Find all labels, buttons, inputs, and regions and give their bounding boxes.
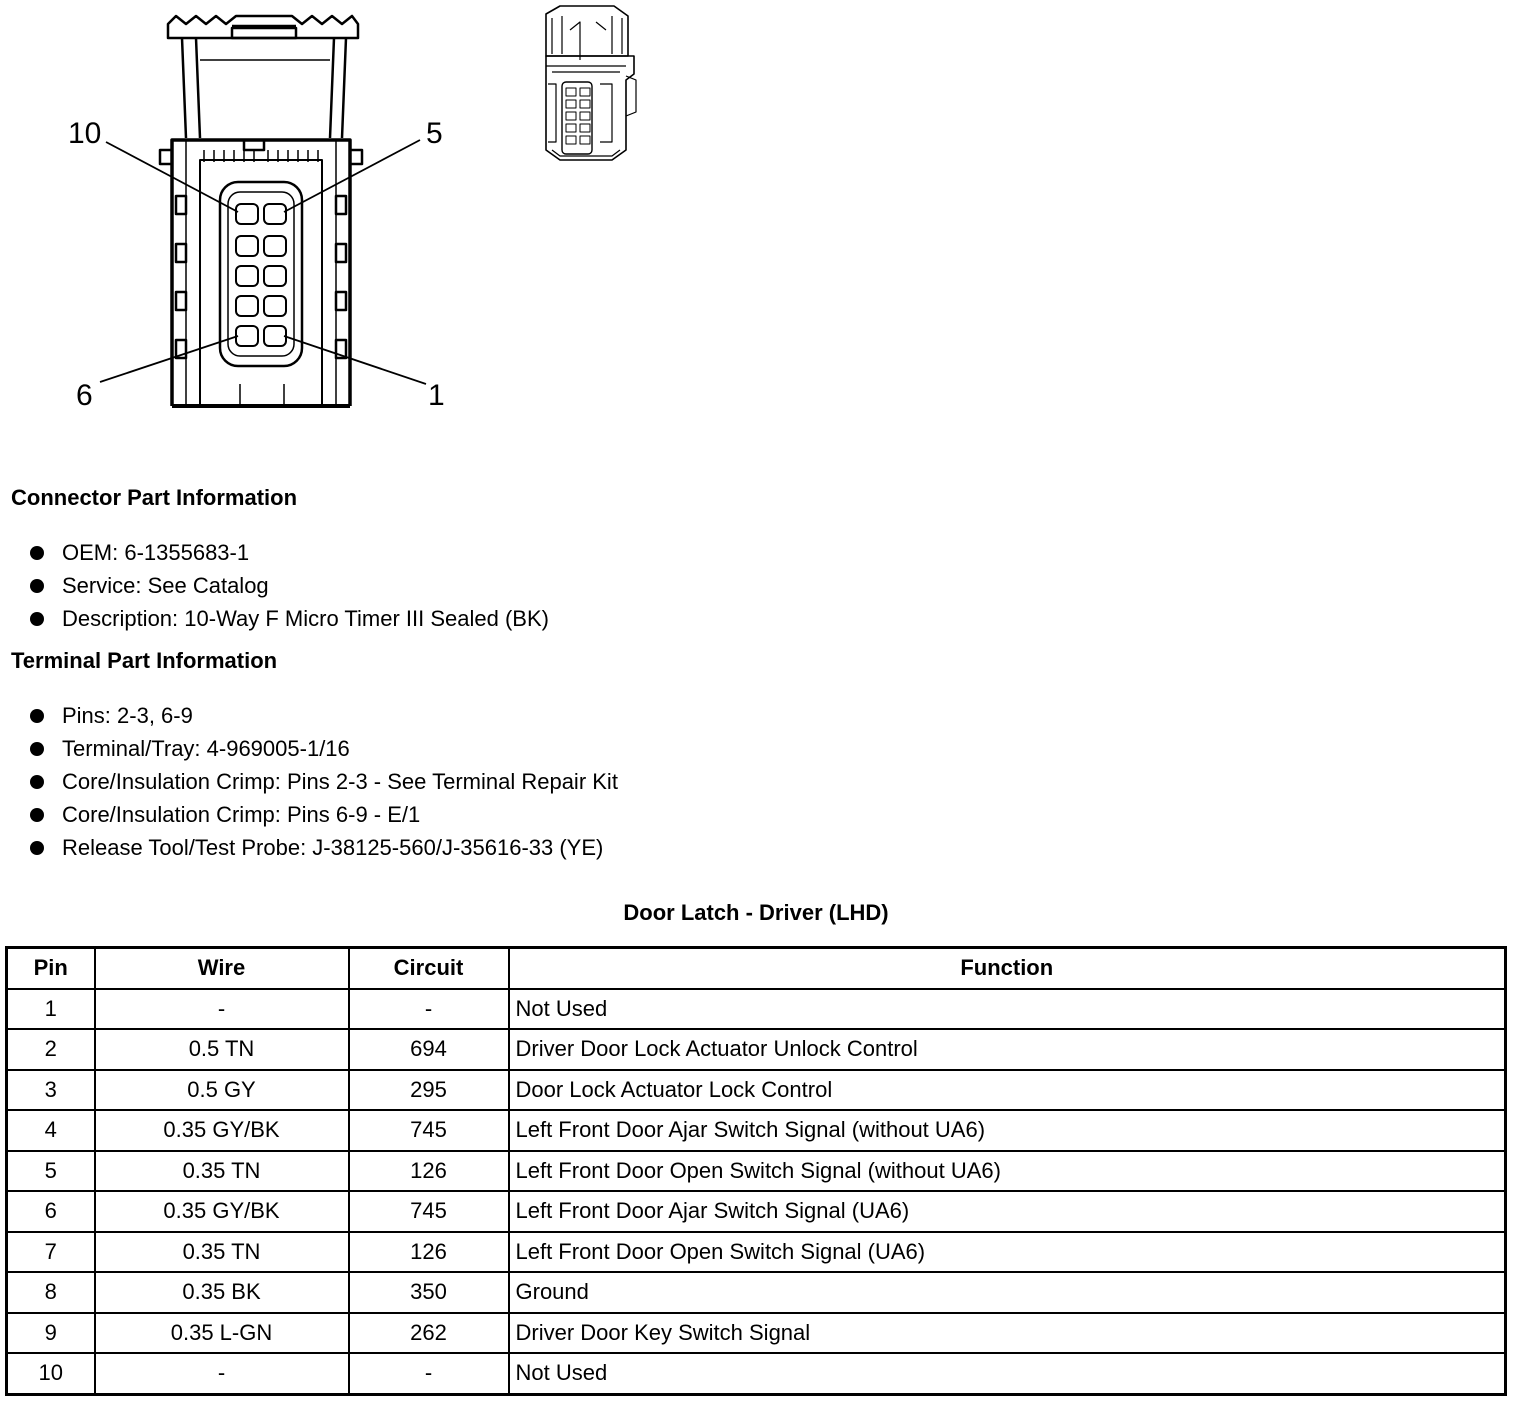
- cell-function: Left Front Door Ajar Switch Signal (UA6): [509, 1191, 1506, 1232]
- cavity-4: [264, 236, 286, 256]
- cell-circuit: 694: [349, 1029, 509, 1070]
- cell-wire: -: [95, 989, 349, 1030]
- list-item: [30, 699, 618, 732]
- cell-function: Door Lock Actuator Lock Control: [509, 1070, 1506, 1111]
- list-item: [30, 831, 618, 864]
- table-row: [7, 1272, 1506, 1313]
- cell-pin: 6: [7, 1191, 95, 1232]
- bullet-icon: [30, 612, 44, 626]
- table-header-row: [7, 948, 1506, 989]
- cavity-2: [264, 296, 286, 316]
- connector-part-info-list: [30, 536, 549, 635]
- cell-wire: 0.5 TN: [95, 1029, 349, 1070]
- cell-pin: 7: [7, 1232, 95, 1273]
- terminal-part-info-list: [30, 699, 618, 864]
- pinout-table: [5, 946, 1507, 1396]
- cell-circuit: -: [349, 1353, 509, 1394]
- cell-wire: 0.35 GY/BK: [95, 1191, 349, 1232]
- cell-wire: 0.35 TN: [95, 1232, 349, 1273]
- column-header-function: Function: [509, 948, 1506, 989]
- list-item: [30, 602, 549, 635]
- cavity-9: [236, 236, 258, 256]
- list-item: [30, 732, 618, 765]
- list-item-text: Pins: 2-3, 6-9: [62, 703, 193, 728]
- cell-pin: 1: [7, 989, 95, 1030]
- callout-leader-lines: [100, 140, 426, 384]
- list-item: [30, 569, 549, 602]
- pin-callout-5: 5: [426, 117, 443, 150]
- cell-function: Left Front Door Ajar Switch Signal (without UA6): [509, 1110, 1506, 1151]
- cell-circuit: 126: [349, 1232, 509, 1273]
- column-header-wire: Wire: [95, 948, 349, 989]
- connector-part-info-title: Connector Part Information: [11, 485, 298, 510]
- cell-function: Not Used: [509, 1353, 1506, 1394]
- cell-function: Left Front Door Open Switch Signal (without UA6): [509, 1151, 1506, 1192]
- list-item: [30, 798, 618, 831]
- pin-callout-1: 1: [428, 379, 445, 412]
- table-title: Door Latch - Driver (LHD): [623, 900, 889, 925]
- cell-function: Not Used: [509, 989, 1506, 1030]
- column-header-circuit: Circuit: [349, 948, 509, 989]
- cavity-6: [236, 326, 258, 346]
- cell-wire: 0.35 L-GN: [95, 1313, 349, 1354]
- connector-figure: [0, 0, 700, 420]
- cell-pin: 2: [7, 1029, 95, 1070]
- cell-circuit: 350: [349, 1272, 509, 1313]
- cell-circuit: 745: [349, 1191, 509, 1232]
- cell-wire: 0.35 TN: [95, 1151, 349, 1192]
- connector-isometric-view: [546, 6, 636, 160]
- cell-pin: 8: [7, 1272, 95, 1313]
- cell-circuit: 745: [349, 1110, 509, 1151]
- cell-wire: 0.5 GY: [95, 1070, 349, 1111]
- table-row: [7, 1313, 1506, 1354]
- list-item-text: Terminal/Tray: 4-969005-1/16: [62, 736, 350, 761]
- cell-wire: -: [95, 1353, 349, 1394]
- cell-wire: 0.35 BK: [95, 1272, 349, 1313]
- table-row: [7, 1353, 1506, 1394]
- cavity-8: [236, 266, 258, 286]
- list-item-text: Description: 10-Way F Micro Timer III Sealed (BK): [62, 606, 549, 631]
- pin-callout-10: 10: [68, 117, 102, 150]
- cell-circuit: -: [349, 989, 509, 1030]
- table-row: [7, 1110, 1506, 1151]
- terminal-cavities: [236, 204, 286, 346]
- cell-function: Ground: [509, 1272, 1506, 1313]
- cell-pin: 4: [7, 1110, 95, 1151]
- list-item-text: Core/Insulation Crimp: Pins 2-3 - See Terminal Repair Kit: [62, 769, 618, 794]
- cell-pin: 5: [7, 1151, 95, 1192]
- cell-function: Left Front Door Open Switch Signal (UA6): [509, 1232, 1506, 1273]
- connector-locking-tab: [168, 16, 358, 138]
- list-item-text: OEM: 6-1355683-1: [62, 540, 250, 565]
- bullet-icon: [30, 775, 44, 789]
- cell-circuit: 295: [349, 1070, 509, 1111]
- table-row: [7, 1029, 1506, 1070]
- table-row: [7, 1232, 1506, 1273]
- pin-callout-6: 6: [76, 379, 93, 412]
- cell-wire: 0.35 GY/BK: [95, 1110, 349, 1151]
- list-item-text: Service: See Catalog: [62, 573, 269, 598]
- list-item-text: Core/Insulation Crimp: Pins 6-9 - E/1: [62, 802, 421, 827]
- cell-function: Driver Door Lock Actuator Unlock Control: [509, 1029, 1506, 1070]
- list-item: [30, 765, 618, 798]
- table-row: [7, 1151, 1506, 1192]
- list-item: [30, 536, 549, 569]
- bullet-icon: [30, 808, 44, 822]
- cell-pin: 10: [7, 1353, 95, 1394]
- cavity-3: [264, 266, 286, 286]
- bullet-icon: [30, 709, 44, 723]
- cell-function: Driver Door Key Switch Signal: [509, 1313, 1506, 1354]
- cavity-10: [236, 204, 258, 224]
- cavity-5: [264, 204, 286, 224]
- cell-circuit: 262: [349, 1313, 509, 1354]
- table-row: [7, 1070, 1506, 1111]
- terminal-part-info-title: Terminal Part Information: [11, 648, 278, 673]
- cell-pin: 3: [7, 1070, 95, 1111]
- cell-circuit: 126: [349, 1151, 509, 1192]
- bullet-icon: [30, 742, 44, 756]
- bullet-icon: [30, 546, 44, 560]
- cavity-1: [264, 326, 286, 346]
- table-row: [7, 989, 1506, 1030]
- cavity-7: [236, 296, 258, 316]
- column-header-pin: Pin: [7, 948, 95, 989]
- bullet-icon: [30, 579, 44, 593]
- list-item-text: Release Tool/Test Probe: J-38125-560/J-35616-33 (YE): [62, 835, 604, 860]
- table-row: [7, 1191, 1506, 1232]
- cell-pin: 9: [7, 1313, 95, 1354]
- bullet-icon: [30, 841, 44, 855]
